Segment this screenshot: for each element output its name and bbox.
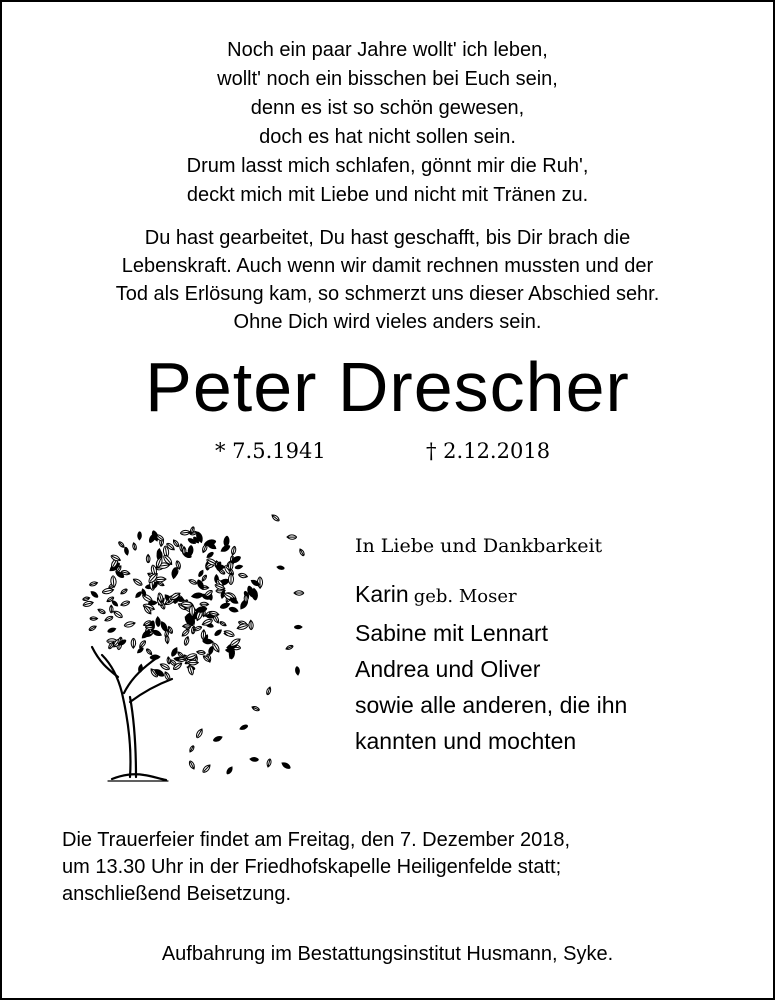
tribute-line: Tod als Erlösung kam, so schmerzt uns dieser Abschied sehr. — [115, 283, 660, 305]
death-date: † 2.12.2018 — [426, 439, 551, 463]
leaf-mark — [156, 617, 161, 627]
tree-trunk — [92, 647, 172, 781]
poem-line: deckt mich mit Liebe und nicht mit Tränen zu. — [186, 184, 589, 206]
leaf-mark — [191, 592, 203, 599]
leaf-mark — [90, 617, 98, 621]
leaf-mark — [132, 542, 137, 550]
leaf-mark — [266, 686, 272, 695]
mourner-first-name: Karin — [355, 581, 409, 607]
leaf-mark — [180, 530, 191, 536]
leaf-mark — [285, 644, 293, 650]
leaf-mark — [146, 554, 150, 562]
leaf-mark — [188, 660, 198, 665]
leaf-mark — [102, 587, 114, 595]
leaf-mark — [157, 581, 165, 587]
leaf-mark — [132, 577, 143, 586]
leaf-mark — [271, 513, 281, 522]
leaf-mark — [200, 602, 209, 606]
leaf-mark — [266, 759, 272, 768]
leaf-mark — [124, 621, 136, 629]
leaf-mark — [131, 638, 136, 648]
leaf-mark — [88, 625, 97, 632]
leaf-mark — [202, 763, 212, 773]
leaf-mark — [112, 609, 123, 619]
leaf-mark — [226, 766, 234, 775]
mourner-line: Andrea und Oliver — [355, 656, 541, 682]
leaf-mark — [236, 623, 248, 631]
leaf-mark — [97, 608, 106, 615]
leaf-mark — [141, 588, 146, 596]
leaf-mark — [294, 591, 304, 595]
leaf-mark — [295, 625, 303, 628]
leaf-mark — [239, 724, 248, 731]
leaf-mark — [229, 597, 239, 605]
leaf-mark — [250, 757, 259, 761]
poem-line: Noch ein paar Jahre wollt' ich leben, — [227, 39, 548, 61]
service-line: um 13.30 Uhr in der Friedhofskapelle Heiligenfelde statt; — [62, 856, 562, 878]
leaf-mark — [203, 639, 214, 645]
mourner-line: Sabine mit Lennart — [355, 620, 549, 646]
leaf-mark — [171, 567, 178, 579]
leaf-mark — [118, 541, 126, 549]
leaf-mark — [281, 761, 291, 770]
leaf-mark — [277, 565, 285, 570]
leaf-mark — [206, 551, 214, 558]
leaf-mark — [235, 565, 243, 570]
leaf-mark — [299, 548, 306, 556]
service-details — [62, 827, 570, 908]
leaf-mark — [213, 735, 223, 742]
leaf-mark — [231, 546, 237, 556]
leaf-mark — [146, 648, 153, 656]
leaf-mark — [82, 596, 90, 601]
service-line: anschließend Beisetzung. — [62, 883, 292, 905]
leaf-mark — [228, 573, 233, 584]
mourner-line: sowie alle anderen, die ihn — [355, 692, 628, 718]
leaf-mark — [188, 760, 196, 770]
leaf-mark — [167, 657, 171, 664]
leaf-mark — [120, 600, 130, 607]
family-list — [355, 576, 627, 759]
leaf-mark — [182, 624, 191, 628]
leaf-mark — [183, 636, 190, 646]
leaf-mark — [219, 621, 227, 627]
leaf-mark — [295, 666, 300, 675]
leaf-mark — [89, 581, 98, 587]
leaf-mark — [135, 591, 143, 599]
poem — [2, 36, 773, 210]
mourner-karin — [355, 576, 627, 615]
leaf-mark — [120, 588, 128, 595]
leaf-mark — [249, 620, 254, 630]
tribute-line: Ohne Dich wird vieles anders sein. — [233, 311, 542, 333]
mourner-line: kannten und mochten — [355, 728, 577, 754]
leaf-mark — [187, 664, 195, 675]
leaf-mark — [195, 728, 204, 739]
leaf-mark — [287, 535, 297, 539]
leaf-mark — [110, 605, 114, 613]
tribute-line: Lebenskraft. Auch wenn wir damit rechnen mussten und der — [121, 255, 654, 277]
deceased-name: Peter Drescher — [145, 348, 630, 426]
tribute-text — [2, 224, 773, 336]
leaf-mark — [104, 615, 114, 622]
funeral-home-note: Aufbahrung im Bestattungsinstitut Husmann, Syke. — [161, 943, 614, 965]
leaf-mark — [90, 590, 99, 598]
poem-line: denn es ist so schön gewesen, — [250, 97, 525, 119]
tribute-line: Du hast gearbeitet, Du hast geschafft, bis Dir brach die — [144, 227, 631, 249]
leaf-mark — [124, 547, 129, 555]
leaf-mark — [251, 705, 260, 711]
leaf-mark — [137, 647, 144, 654]
leaf-mark — [229, 606, 239, 613]
leaf-mark — [83, 600, 94, 607]
service-line: Die Trauerfeier findet am Freitag, den 7. Dezember 2018, — [62, 829, 571, 851]
leaf-mark — [238, 573, 248, 579]
poem-line: Drum lasst mich schlafen, gönnt mir die Ruh', — [186, 155, 589, 177]
leaf-mark — [196, 650, 205, 655]
leaf-cloud — [82, 513, 305, 774]
leaf-mark — [214, 629, 223, 637]
leaf-mark — [181, 628, 190, 637]
leaf-mark — [107, 627, 116, 633]
windblown-tree-icon — [72, 497, 312, 787]
leaf-mark — [163, 671, 171, 681]
leaf-mark — [138, 664, 143, 673]
leaf-mark — [138, 532, 142, 540]
poem-line: doch es hat nicht sollen sein. — [259, 126, 516, 148]
leaf-mark — [223, 629, 235, 638]
mourners-block — [355, 532, 627, 759]
birth-date: * 7.5.1941 — [215, 439, 326, 463]
leaf-mark — [150, 655, 160, 660]
leaf-mark — [188, 578, 197, 585]
poem-line: wollt' noch ein bisschen bei Euch sein, — [217, 68, 558, 90]
maiden-name: geb. Moser — [413, 586, 517, 607]
mourners-intro: In Liebe und Dankbarkeit — [355, 535, 603, 557]
leaf-mark — [189, 745, 195, 753]
